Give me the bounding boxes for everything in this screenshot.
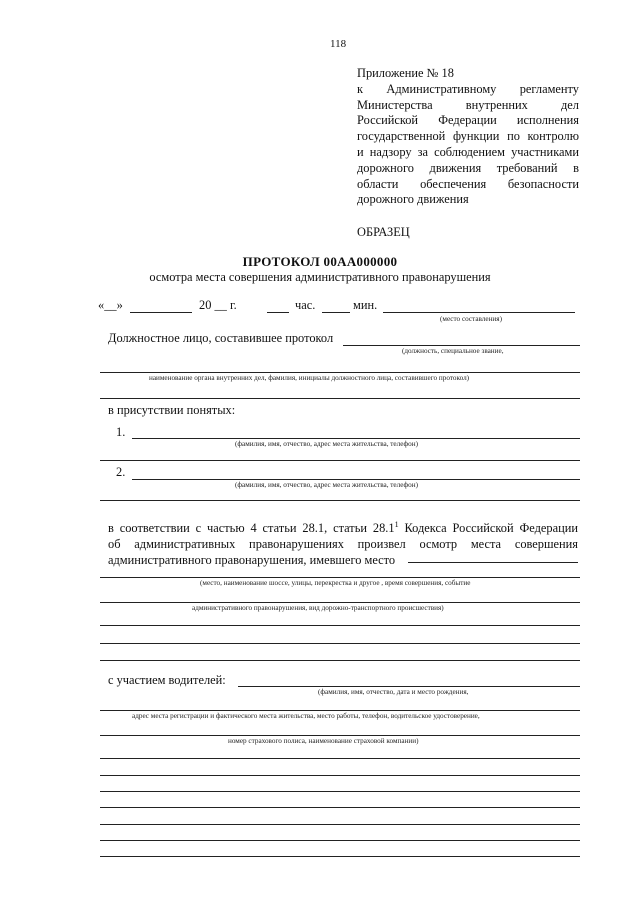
witness-1-line[interactable]	[132, 438, 580, 439]
legal-line-2: об административных правонарушениях произвел осмотр места совершения	[108, 537, 578, 552]
legal-line-1-text: в соответствии с частью 4 статьи 28.1, статьи 28.1	[108, 521, 395, 536]
minute-label: мин.	[353, 298, 378, 312]
witness-2-number: 2.	[116, 465, 126, 479]
official-extra-line[interactable]	[100, 398, 580, 399]
offense-details-line-4[interactable]	[100, 643, 580, 644]
witnesses-label: в присутствии понятых:	[108, 403, 236, 417]
blank-line[interactable]	[100, 775, 580, 776]
appendix-line: и надзору за соблюдением участниками	[357, 144, 579, 159]
driver-hint-2: адрес места регистрации и фактического места жительства, место работы, телефон, водительское удостоверение,	[132, 712, 480, 720]
appendix-line: государственной функции по контролю	[357, 129, 579, 144]
official-position-line[interactable]	[343, 345, 580, 346]
witness-2-hint: (фамилия, имя, отчество, адрес места жительства, телефон)	[235, 481, 418, 489]
driver-insurance-line[interactable]	[100, 735, 580, 736]
appendix-line: к Административному регламенту	[357, 81, 579, 96]
date-day-field[interactable]: «__»	[98, 298, 123, 312]
legal-paragraph	[108, 517, 578, 568]
legal-superscript: 1	[394, 520, 399, 529]
appendix-line: дорожного движения	[357, 192, 469, 207]
witness-2-extra-line[interactable]	[100, 500, 580, 501]
blank-line[interactable]	[100, 758, 580, 759]
driver-address-line[interactable]	[100, 710, 580, 711]
offense-details-line-1[interactable]	[100, 577, 580, 578]
blank-line[interactable]	[100, 840, 580, 841]
place-of-offense-line[interactable]	[408, 562, 578, 563]
legal-line-3: административного правонарушения, имевшего место	[108, 553, 396, 568]
appendix-line: Российской Федерации исполнения	[357, 113, 579, 128]
protocol-subtitle: осмотра места совершения административного правонарушения	[149, 270, 491, 284]
appendix-line: области обеспечения безопасности	[357, 176, 579, 191]
offense-details-line-2[interactable]	[100, 602, 580, 603]
appendix-header	[357, 66, 579, 208]
legal-line-1-tail: Кодекса Российской Федерации	[398, 521, 578, 536]
blank-line[interactable]	[100, 824, 580, 825]
page-number: 118	[330, 38, 347, 50]
blank-line[interactable]	[100, 856, 580, 857]
appendix-line: Приложение № 18	[357, 66, 454, 80]
hour-line[interactable]	[267, 312, 289, 313]
minute-line[interactable]	[322, 312, 350, 313]
place-of-drafting-hint: (место составления)	[440, 315, 502, 323]
offense-hint-2: административного правонарушения, вид дорожно-транспортного происшествия)	[192, 604, 444, 612]
sample-label: ОБРАЗЕЦ	[357, 225, 410, 239]
driver-hint-1: (фамилия, имя, отчество, дата и место рождения,	[318, 688, 469, 696]
witness-1-number: 1.	[116, 425, 126, 439]
official-label: Должностное лицо, составившее протокол	[108, 331, 334, 345]
official-hint-2: наименование органа внутренних дел, фамилия, инициалы должностного лица, составившего протокол)	[149, 374, 470, 382]
drivers-label: с участием водителей:	[108, 673, 226, 687]
blank-line[interactable]	[100, 807, 580, 808]
appendix-line: Министерства внутренних дел	[357, 97, 579, 112]
offense-hint-1: (место, наименование шоссе, улицы, перекрестка и другое , время совершения, событие	[200, 579, 471, 587]
hour-label: час.	[295, 298, 316, 312]
offense-details-line-5[interactable]	[100, 660, 580, 661]
offense-details-line-3[interactable]	[100, 625, 580, 626]
official-hint-1: (должность, специальное звание,	[402, 347, 504, 355]
legal-line-1	[108, 517, 578, 536]
protocol-title: ПРОТОКОЛ 00АА000000	[242, 254, 398, 269]
witness-2-line[interactable]	[132, 479, 580, 480]
witness-1-hint: (фамилия, имя, отчество, адрес места жительства, телефон)	[235, 440, 418, 448]
official-details-line[interactable]	[100, 372, 580, 373]
place-of-drafting-line[interactable]	[383, 312, 575, 313]
date-month-line[interactable]	[130, 312, 192, 313]
date-year-field[interactable]: 20 __ г.	[199, 298, 237, 312]
driver-hint-3: номер страхового полиса, наименование страховой компании)	[228, 737, 419, 745]
appendix-line: дорожного движения требований в	[357, 160, 579, 175]
witness-1-extra-line[interactable]	[100, 460, 580, 461]
driver-name-line[interactable]	[238, 686, 580, 687]
blank-line[interactable]	[100, 791, 580, 792]
